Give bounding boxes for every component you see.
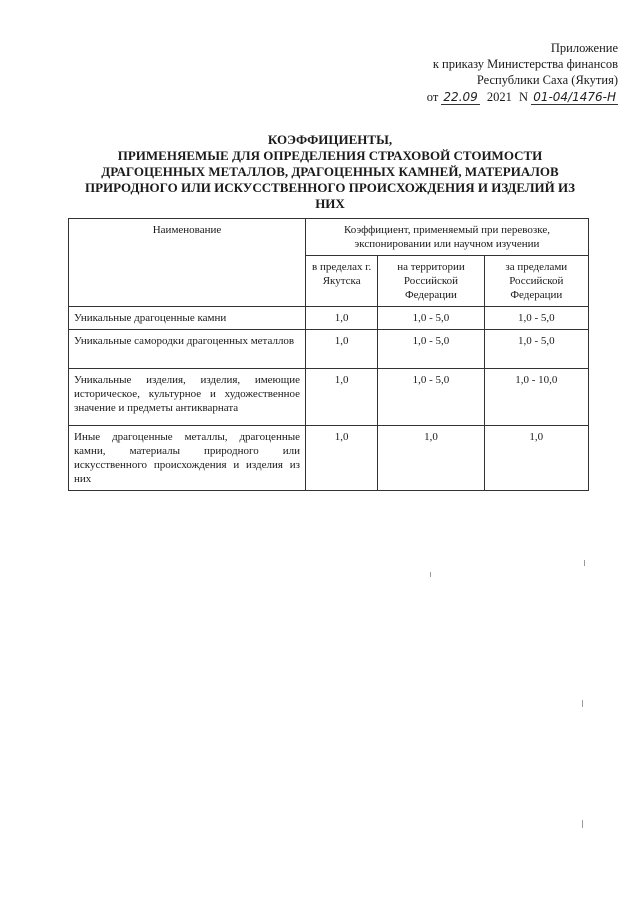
scan-artifact [584,560,585,566]
value-abroad: 1,0 - 5,0 [484,330,588,369]
appendix-header [427,40,618,105]
value-abroad: 1,0 - 10,0 [484,369,588,426]
document-title [60,132,600,212]
appendix-label: Приложение [550,41,618,55]
title-line-1: КОЭФФИЦИЕНТЫ, [267,132,393,147]
value-yakutsk: 1,0 [306,426,378,491]
row-name: Уникальные изделия, изделия, имеющие историческое, культурное и художественное значение и предметы антикварната [69,369,306,426]
row-name: Уникальные самородки драгоценных металлов [69,330,306,369]
title-line-2: ПРИМЕНЯЕМЫЕ ДЛЯ ОПРЕДЕЛЕНИЯ СТРАХОВОЙ СТОИМОСТИ [117,148,543,163]
scan-artifact [430,572,431,577]
table-row [69,307,589,330]
value-yakutsk: 1,0 [306,330,378,369]
value-yakutsk: 1,0 [306,369,378,426]
table-row [69,426,589,491]
order-prefix: от [426,90,439,104]
column-header-coefficient: Коэффициент, применяемый при перевозке, экспонировании или научном изучении [306,219,589,256]
value-russia: 1,0 - 5,0 [378,369,484,426]
value-russia: 1,0 [378,426,484,491]
title-line-4: ПРИРОДНОГО ИЛИ ИСКУССТВЕННОГО ПРОИСХОЖДЕНИЯ И ИЗДЕЛИЙ ИЗ [85,180,575,195]
order-date-number [427,89,618,105]
order-reference: к приказу Министерства финансов [432,57,618,71]
table-header-row [69,219,589,256]
value-abroad: 1,0 [484,426,588,491]
coefficients-table [68,218,589,491]
title-line-3: ДРАГОЦЕННЫХ МЕТАЛЛОВ, ДРАГОЦЕННЫХ КАМНЕЙ, МАТЕРИАЛОВ [101,164,559,179]
value-abroad: 1,0 - 5,0 [484,307,588,330]
handwritten-number: 01-04/1476-Н [533,90,616,104]
row-name: Иные драгоценные металлы, драгоценные камни, материалы природного или искусственного происхождения и изделия из них [69,426,306,491]
ministry-region: Республики Саха (Якутия) [476,73,618,87]
title-line-5: НИХ [315,196,345,211]
subheader-russia: на территории Российской Федерации [378,256,484,307]
order-year: 2021 [486,90,512,104]
scan-artifact [582,820,583,828]
number-prefix: N [519,90,529,104]
value-russia: 1,0 - 5,0 [378,307,484,330]
subheader-abroad: за пределами Российской Федерации [484,256,588,307]
table-row [69,369,589,426]
table-row [69,330,589,369]
scan-artifact [582,700,583,707]
handwritten-date: 22.09 [443,90,478,104]
subheader-yakutsk: в пределах г. Якутска [306,256,378,307]
value-russia: 1,0 - 5,0 [378,330,484,369]
column-header-name: Наименование [69,219,306,307]
value-yakutsk: 1,0 [306,307,378,330]
row-name: Уникальные драгоценные камни [69,307,306,330]
